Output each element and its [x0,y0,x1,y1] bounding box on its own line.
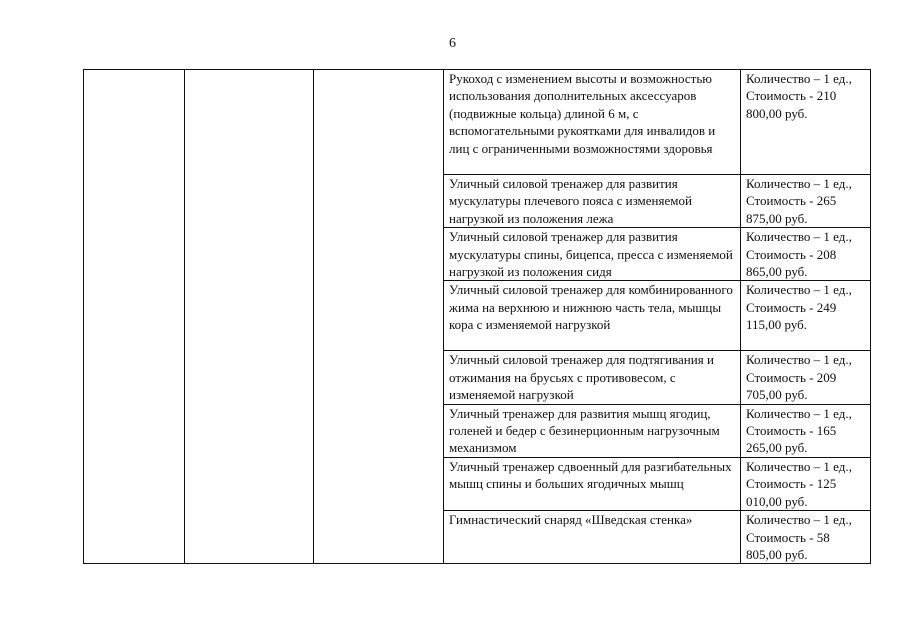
cost-text: Стоимость - 125 010,00 руб. [746,476,837,509]
cost-text: Стоимость - 209 705,00 руб. [746,369,837,403]
empty-column-2 [185,70,314,564]
item-name-cell: Уличный силовой тренажер для развития мускулатуры спины, бицепса, пресса с изменяемой нагрузкой из положения сидя [444,228,741,281]
item-name-cell: Уличный силовой тренажер для комбинированного жима на верхнюю и нижнюю часть тела, мышцы кора с изменяемой нагрузкой [444,281,741,351]
empty-column-1 [84,70,185,564]
item-name-cell: Гимнастический снаряд «Шведская стенка» [444,511,741,564]
quantity-text: Количество – 1 ед., [746,282,852,298]
item-name-cell: Уличный тренажер для развития мышц ягодиц, голеней и бедер с безинерционным нагрузочным механизмом [444,404,741,457]
quantity-text: Количество – 1 ед., [746,176,852,191]
cost-text: Стоимость - 58 805,00 руб. [746,529,830,562]
cost-text: Стоимость - 249 115,00 руб. [746,299,837,333]
empty-column-3 [314,70,444,564]
item-name-cell: Рукоход с изменением высоты и возможностью использования дополнительных аксессуаров (подвижные кольца) длиной 6 м, с вспомогательными рукоятками для инвалидов и лиц с ограниченными возможностями здоровья [444,70,741,175]
cost-text: Стоимость - 165 265,00 руб. [746,423,837,456]
quantity-cost-cell [741,175,871,228]
quantity-text: Количество – 1 ед., [746,229,852,245]
quantity-text: Количество – 1 ед., [746,352,852,368]
table-row [84,70,871,175]
item-name-cell: Уличный тренажер сдвоенный для разгибательных мышц спины и больших ягодичных мышц [444,457,741,510]
quantity-text: Количество – 1 ед., [746,405,852,421]
quantity-cost-cell [741,404,871,457]
quantity-cost-cell [741,457,871,510]
page-number: 6 [449,36,456,51]
quantity-cost-cell [741,281,871,351]
cost-text: Стоимость - 210 800,00 руб. [746,88,837,121]
item-name-cell: Уличный силовой тренажер для подтягивания и отжимания на брусьях с противовесом, с изменяемой нагрузкой [444,351,741,404]
cost-text: Стоимость - 265 875,00 руб. [746,193,837,226]
quantity-cost-cell [741,228,871,281]
quantity-cost-cell [741,511,871,564]
quantity-text: Количество – 1 ед., [746,71,852,86]
quantity-cost-cell [741,70,871,175]
equipment-table [83,69,871,564]
quantity-text: Количество – 1 ед., [746,458,852,474]
quantity-text: Количество – 1 ед., [746,512,852,528]
cost-text: Стоимость - 208 865,00 руб. [746,246,837,280]
quantity-cost-cell [741,351,871,404]
item-name-cell: Уличный силовой тренажер для развития мускулатуры плечевого пояса с изменяемой нагрузкой из положения лежа [444,175,741,228]
